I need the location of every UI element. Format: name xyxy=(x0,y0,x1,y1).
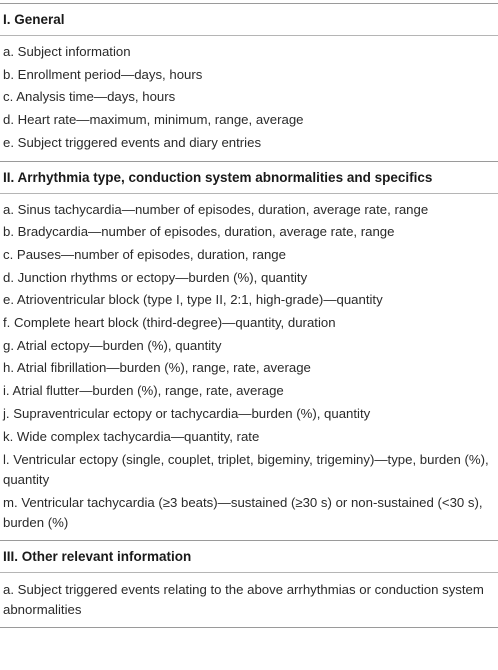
section-header-arrhythmia: II. Arrhythmia type, conduction system abnormalities and specifics xyxy=(3,169,433,185)
list-item: d. Heart rate—maximum, minimum, range, average xyxy=(3,112,304,128)
list-item: l. Ventricular ectopy (single, couplet, triplet, bigeminy, trigeminy)—type, burden (%), quantity xyxy=(3,452,489,487)
list-item: g. Atrial ectopy—burden (%), quantity xyxy=(3,337,222,353)
section-items-arrhythmia xyxy=(0,194,498,541)
section-items-other xyxy=(0,573,498,627)
list-item: h. Atrial fibrillation—burden (%), range, rate, average xyxy=(3,360,311,376)
list-item: c. Pauses—number of episodes, duration, range xyxy=(3,246,286,262)
list-item: c. Analysis time—days, hours xyxy=(3,89,176,105)
list-item: j. Supraventricular ectopy or tachycardia—burden (%), quantity xyxy=(3,405,371,421)
section-header-other: III. Other relevant information xyxy=(3,549,192,565)
list-item: b. Enrollment period—days, hours xyxy=(3,66,203,82)
list-item: m. Ventricular tachycardia (≥3 beats)—sustained (≥30 s) or non-sustained (<30 s), burden (%) xyxy=(3,495,483,530)
list-item: f. Complete heart block (third-degree)—quantity, duration xyxy=(3,315,336,331)
list-item: e. Subject triggered events and diary entries xyxy=(3,134,262,150)
list-item: k. Wide complex tachycardia—quantity, rate xyxy=(3,428,260,444)
list-item: i. Atrial flutter—burden (%), range, rate, average xyxy=(3,383,284,399)
list-item: a. Subject information xyxy=(3,44,131,59)
list-item: e. Atrioventricular block (type I, type II, 2:1, high-grade)—quantity xyxy=(3,292,383,308)
list-item: b. Bradycardia—number of episodes, duration, average rate, range xyxy=(3,224,395,240)
list-item: a. Sinus tachycardia—number of episodes, duration, average rate, range xyxy=(3,201,429,217)
section-items-general xyxy=(0,36,498,161)
list-item: d. Junction rhythms or ectopy—burden (%), quantity xyxy=(3,269,308,285)
table-bottom-rule xyxy=(0,627,498,628)
section-header-general: I. General xyxy=(3,12,65,27)
list-item: a. Subject triggered events relating to the above arrhythmias or conduction system abnormalities xyxy=(3,582,484,617)
